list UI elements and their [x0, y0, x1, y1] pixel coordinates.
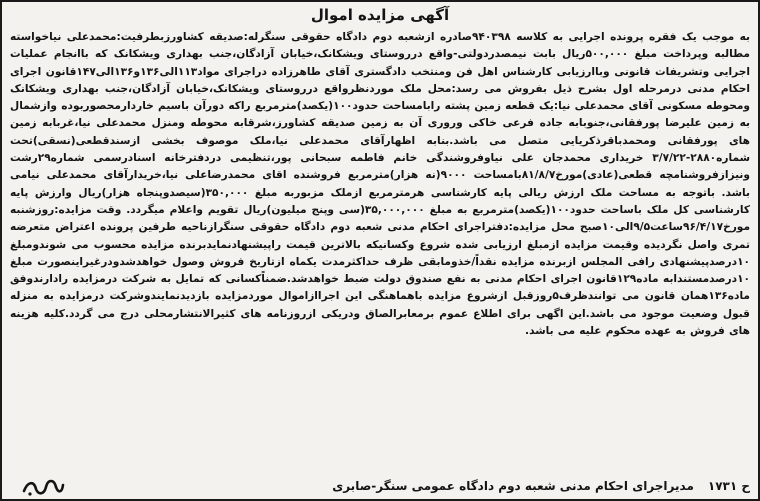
publisher-logo-icon — [20, 475, 66, 497]
notice-paragraph: به موجب یک فقره پرونده اجرایی به کلاسه ۹۴۰۳۹۸صادره ازشعبه دوم دادگاه حقوقی سنگرله:صدیقه کشاورزبطرفیت:محمدعلی نیاخواسته مطالبه وپرداخت مبلغ ۵۰۰,۰۰۰ریال بابت نیمصدردولتی-واقع درروستای ویشکانک،خیابان آزادگان،جنب بهداری ویشکانک که باانجام عملیات اجرایی وتشریفات قانونی وباارزیابی کارشناس اهل فن ومنتخب دادگستری آقای طاهرزاده دراجرای مواد۱۱۳الی۱۳۶و۱۳۶الی۱۴۷قانون اجرای احکام مدنی درمرحله اول بشرح ذیل بفروش می رسد:محل ملک موردنظرواقع درروستای ویشکانک،خیابان آزادگان،جنب بهداری ویشکانک ومحوطه مسکونی آقای محمدعلی نیا:یک قطعه زمین پشته رابامساحت حدود۱۰۰(یکصد)مترمربع راکه دورآن باسیم خاردارمحصوربوده وازشمال به زمین علیرضا پورفقانی،جنوبابه جاده فرعی خاکی وروری آن به زمین صدیقه کشاورز،شرقابه محوطه ومنزل محمدعلی نیا،غربابه زمین های پورفقانی ومحمدباقرذکریایی متصل می باشد.بنابه اظهارآقای محمدعلی نیا،ملک موصوف بخشی ازسندقطعی(نسقی)تحت شماره۲۸۸۰-۳/۷/۲۲ خریداری محمدجان علی نیاوفروشندگی خانم فاطمه سبحانی پور،تنظیمی دردفترخانه اسنادرسمی شماره۲۹رشت ونیزازفروشنامچه قطعی(عادی)مورخ۸۱/۸/۷بامساحت ۹۰۰۰(نه هزار)مترمربع فروشنده اقای محمدرضاعلی نیا،خریدارآقای محمدعلی نیامی باشد. باتوجه به مساحت ملک ارزش ریالی پایه کارشناسی هرمترمربع ازملک مزبوربه مبلغ ۳۵۰,۰۰۰(سیصدوپنجاه هزار)ریال وارزش پایه کارشناسی کل ملک باساحت حدود۱۰۰(یکصد)مترمربع به مبلغ ۳۵,۰۰۰,۰۰۰(سی وپنج میلیون)ریال تقویم واعلام میگردد. وقت مزایده:روزشنبه مورخ۹۶/۴/۱۷ساعت۹/۵الی۱۰صبح محل مزایده:دفتراجرای احکام مدنی شعبه دوم دادگاه حقوقی سنگرازناحیه طرفین پرونده اعتراض متعرضه تمری واصل نگردیده وقیمت مزایده ازمبلغ ارزیابی شده شروع وکسانیکه بالاترین قیمت راپیشنهادنمایدبرنده مزایده محسوب می شوندومبلغ ۱۰درصدپیشنهادی رافی المجلس ازبرنده مزایده نقداً/خذومابقی ظرف حداکثرمدت یکماه ازتاریخ فروش وصول خواهدشدودرغیراینصورت مبلغ ۱۰درصدمستندابه ماده۱۲۹قانون اجرای احکام مدنی به نفع صندوق دولت ضبط خواهدشد.ضمناًکسانی که تمایل به شرکت درمزایده رادارندوفق ماده۱۳۶همان قانون می توانندظرف۵روزقبل ازشروع مزایده باهماهنگی این اجراازاموال موردمزایده بازدیدنمایندوشرکت درمزایده به منزله قبول وضعیت موجود می باشد.این اگهی برای اطلاع عموم برمعابرالصاق ودریکی ازروزنامه های کثیرالانتشارمحلی درج می گردد.کلیه هزینه های فروش به عهده محکوم علیه می باشد. — [10, 31, 750, 338]
notice-title: آگهی مزایده اموال — [310, 6, 450, 24]
notice-body — [10, 29, 750, 340]
notice-footer — [10, 476, 750, 496]
notice-signature: مدیراجرای احکام مدنی شعبه دوم دادگاه عمومی سنگر-صابری — [332, 479, 694, 493]
notice-code: ح ۱۷۳۱ — [707, 479, 750, 493]
